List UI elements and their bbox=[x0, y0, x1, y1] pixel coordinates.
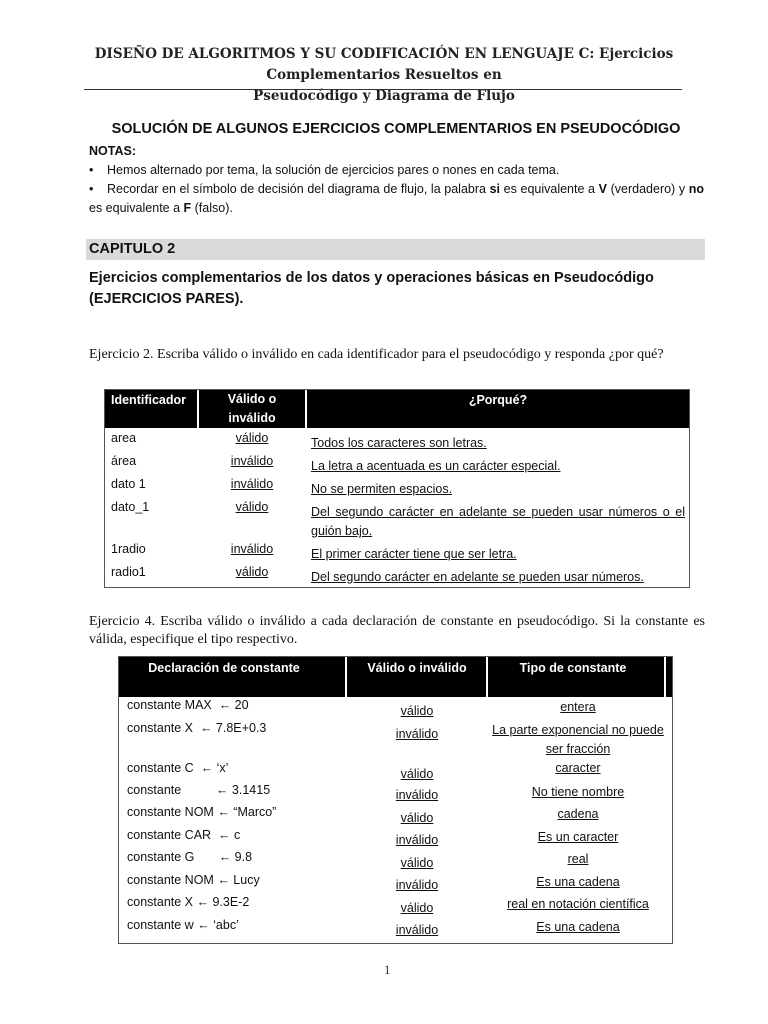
row-reason: No se permiten espacios. bbox=[311, 482, 453, 496]
col-declaracion: Declaración de constante bbox=[148, 661, 300, 675]
row-validity: inválido bbox=[395, 788, 439, 802]
row-identifier: dato 1 bbox=[111, 477, 146, 491]
row-reason: Del segundo carácter en adelante se pueden usar números o el guión bajo. bbox=[311, 505, 685, 538]
identifier-table-header bbox=[105, 390, 689, 428]
identifier-table bbox=[104, 389, 690, 588]
row-reason: El primer carácter tiene que ser letra. bbox=[311, 547, 517, 561]
note-2-text-a: Recordar en el símbolo de decisión del diagrama de flujo, la palabra bbox=[107, 182, 490, 196]
row-declaration: constante G ← 9.8 bbox=[127, 850, 253, 864]
chapter-heading bbox=[86, 239, 705, 260]
col-valido: Válido o inválido bbox=[367, 661, 467, 675]
row-type: entera bbox=[560, 700, 596, 714]
header-line-2: Pseudocódigo y Diagrama de Flujo bbox=[253, 88, 515, 104]
note-2-no: no bbox=[688, 182, 705, 196]
row-validity: inválido bbox=[230, 454, 274, 468]
row-validity: inválido bbox=[395, 923, 439, 937]
note-2-si: si bbox=[489, 182, 501, 196]
notes-block bbox=[89, 142, 704, 218]
ejercicio-4-prompt: Ejercicio 4. Escriba válido o inválido a cada declaración de constante en pseudocódigo. Si la constante es válida, especifique el tipo respectivo. bbox=[89, 614, 705, 647]
row-declaration: constante C ← ‘x’ bbox=[127, 761, 229, 775]
col-porque: ¿Porqué? bbox=[468, 393, 528, 407]
row-identifier: area bbox=[111, 431, 137, 445]
col-valido-line-2: inválido bbox=[228, 411, 276, 425]
running-header bbox=[84, 44, 684, 107]
row-validity: inválido bbox=[230, 542, 274, 556]
row-validity: inválido bbox=[395, 727, 439, 741]
row-validity: válido bbox=[400, 704, 434, 718]
note-1 bbox=[89, 161, 704, 180]
constant-table bbox=[118, 656, 673, 944]
header-line-1: DISEÑO DE ALGORITMOS Y SU CODIFICACIÓN EN LENGUAJE C: Ejercicios Complementarios Resueltos en bbox=[94, 46, 674, 83]
row-identifier: radio1 bbox=[111, 565, 146, 579]
header-divider bbox=[664, 657, 666, 697]
note-1-text: Hemos alternado por tema, la solución de ejercicios pares o nones en cada tema. bbox=[107, 163, 560, 177]
note-2 bbox=[89, 180, 704, 218]
row-declaration: constante NOM ← “Marco” bbox=[127, 805, 277, 819]
row-type: real bbox=[567, 852, 589, 866]
note-2-v: V bbox=[598, 182, 607, 196]
row-identifier: dato_1 bbox=[111, 500, 150, 514]
row-validity: inválido bbox=[395, 833, 439, 847]
row-validity: inválido bbox=[230, 477, 274, 491]
row-validity: válido bbox=[400, 811, 434, 825]
constant-table-header bbox=[119, 657, 672, 697]
col-valido bbox=[199, 390, 305, 428]
row-validity: inválido bbox=[395, 878, 439, 892]
row-type: Es una cadena bbox=[536, 875, 620, 889]
row-identifier: 1radio bbox=[111, 542, 146, 556]
bullet-icon: • bbox=[89, 163, 94, 177]
bullet-icon: • bbox=[89, 182, 94, 196]
chapter-title: CAPITULO 2 bbox=[89, 241, 176, 257]
row-declaration: constante X ← 9.3E-2 bbox=[127, 895, 250, 909]
col-tipo: Tipo de constante bbox=[519, 661, 627, 675]
note-2-text-c: (verdadero) y bbox=[606, 182, 689, 196]
row-declaration: constante ← 3.1415 bbox=[127, 783, 271, 797]
row-type: La parte exponencial no puede ser fracción bbox=[492, 723, 664, 756]
row-type: real en notación científica bbox=[507, 897, 649, 911]
row-validity: válido bbox=[235, 500, 269, 514]
note-2-text-e: (falso). bbox=[191, 201, 233, 215]
row-validity: válido bbox=[400, 901, 434, 915]
row-type: No tiene nombre bbox=[531, 785, 625, 799]
row-declaration: constante w ← ‘abc’ bbox=[127, 918, 239, 932]
row-identifier: área bbox=[111, 454, 137, 468]
col-valido-line-1: Válido o bbox=[227, 392, 277, 406]
row-declaration: constante MAX ← 20 bbox=[127, 698, 249, 712]
row-reason: Del segundo carácter en adelante se pueden usar números. bbox=[311, 570, 644, 584]
note-2-text-d: es equivalente a bbox=[89, 201, 184, 215]
row-validity: válido bbox=[400, 767, 434, 781]
row-validity: válido bbox=[235, 565, 269, 579]
row-declaration: constante CAR ← c bbox=[127, 828, 241, 842]
row-validity: válido bbox=[235, 431, 269, 445]
row-declaration: constante NOM ← Lucy bbox=[127, 873, 260, 887]
row-reason: Todos los caracteres son letras. bbox=[311, 436, 487, 450]
page-number: 1 bbox=[384, 962, 391, 977]
notes-label: NOTAS: bbox=[89, 144, 136, 158]
note-2-f: F bbox=[183, 201, 192, 215]
row-type: caracter bbox=[555, 761, 601, 775]
solution-title: SOLUCIÓN DE ALGUNOS EJERCICIOS COMPLEMENTARIOS EN PSEUDOCÓDIGO bbox=[111, 121, 681, 137]
row-declaration: constante X ← 7.8E+0.3 bbox=[127, 721, 267, 735]
section-title: Ejercicios complementarios de los datos y operaciones básicas en Pseudocódigo (EJERCICIOS PARES). bbox=[89, 270, 654, 307]
row-type: Es un caracter bbox=[537, 830, 619, 844]
note-2-text-b: es equivalente a bbox=[500, 182, 599, 196]
header-rule bbox=[84, 89, 682, 90]
row-validity: válido bbox=[400, 856, 434, 870]
row-reason: La letra a acentuada es un carácter especial. bbox=[311, 459, 561, 473]
ejercicio-2-prompt: Ejercicio 2. Escriba válido o inválido en cada identificador para el pseudocódigo y responda ¿por qué? bbox=[89, 347, 664, 362]
col-identificador: Identificador bbox=[111, 393, 187, 407]
row-type: cadena bbox=[557, 807, 599, 821]
row-type: Es una cadena bbox=[536, 920, 620, 934]
